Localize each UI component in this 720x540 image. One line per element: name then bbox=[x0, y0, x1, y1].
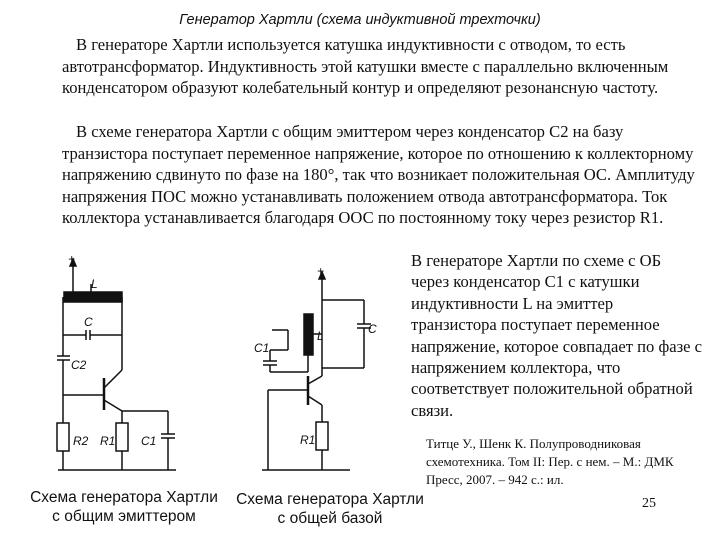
label-c1-right: C1 bbox=[254, 341, 270, 355]
paragraph-common-emitter-text: В схеме генератора Хартли с общим эмиттером через конденсатор С2 на базу транзистора поступает переменное напряжение, которое по отношению к коллекторному напряжению сдвинуто по фазе на 180°, так что возникает положительная ОС. Амплитуду напряжения ПОС можно устанавливать положением отвода автотрансформатора. Ток коллектора устанавливается благодаря ООС по постоянному току через резистор R1. bbox=[62, 122, 695, 228]
caption-common-base-line2: с общей базой bbox=[277, 510, 383, 527]
slide-title: Генератор Хартли (схема индуктивной трехточки) bbox=[179, 12, 541, 28]
label-r1-left: R1 bbox=[100, 434, 116, 448]
resistor-r1-left bbox=[116, 423, 128, 451]
label-plus-left: + bbox=[68, 252, 76, 266]
caption-common-emitter-line1: Схема генератора Хартли bbox=[30, 489, 218, 506]
label-plus-right: + bbox=[317, 264, 325, 278]
label-c-right: C bbox=[368, 322, 377, 336]
caption-common-base-line1: Схема генератора Хартли bbox=[236, 491, 424, 508]
reference: Титце У., Шенк К. Полупроводниковая схемотехника. Том II: Пер. с нем. – М.: ДМК Пресс, 2007. – 942 с.: ил. bbox=[426, 436, 674, 488]
page-number: 25 bbox=[642, 496, 656, 511]
label-c-left: C bbox=[84, 315, 93, 329]
label-r1-right: R1 bbox=[300, 433, 316, 447]
paragraph-common-base: В генераторе Хартли по схеме с ОБ через конденсатор С1 с катушки индуктивности L на эмиттер транзистора поступает переменное напряжение, которое совпадает по фазе с напряжением коллектора, что соответствует положительной обратной связи. bbox=[411, 251, 702, 420]
circuit-common-base bbox=[262, 272, 371, 470]
label-l-left: L bbox=[91, 277, 98, 291]
inductor-l-right bbox=[304, 314, 313, 355]
paragraph-intro-text: В генераторе Хартли используется катушка индуктивности с отводом, то есть автотрансформатор. Индуктивность этой катушки вместе с параллельно включенным конденсатором образуют колебательный контур и определяют резонансную частоту. bbox=[62, 35, 669, 98]
label-l-right: L bbox=[317, 329, 324, 343]
label-r2-left: R2 bbox=[73, 434, 89, 448]
resistor-r1-right bbox=[316, 422, 328, 450]
inductor-l-left bbox=[64, 292, 122, 302]
label-c1-left: C1 bbox=[141, 434, 157, 448]
label-c2-left: C2 bbox=[71, 358, 87, 372]
caption-common-emitter-line2: с общим эмиттером bbox=[52, 508, 196, 525]
resistor-r2-left bbox=[57, 423, 69, 451]
